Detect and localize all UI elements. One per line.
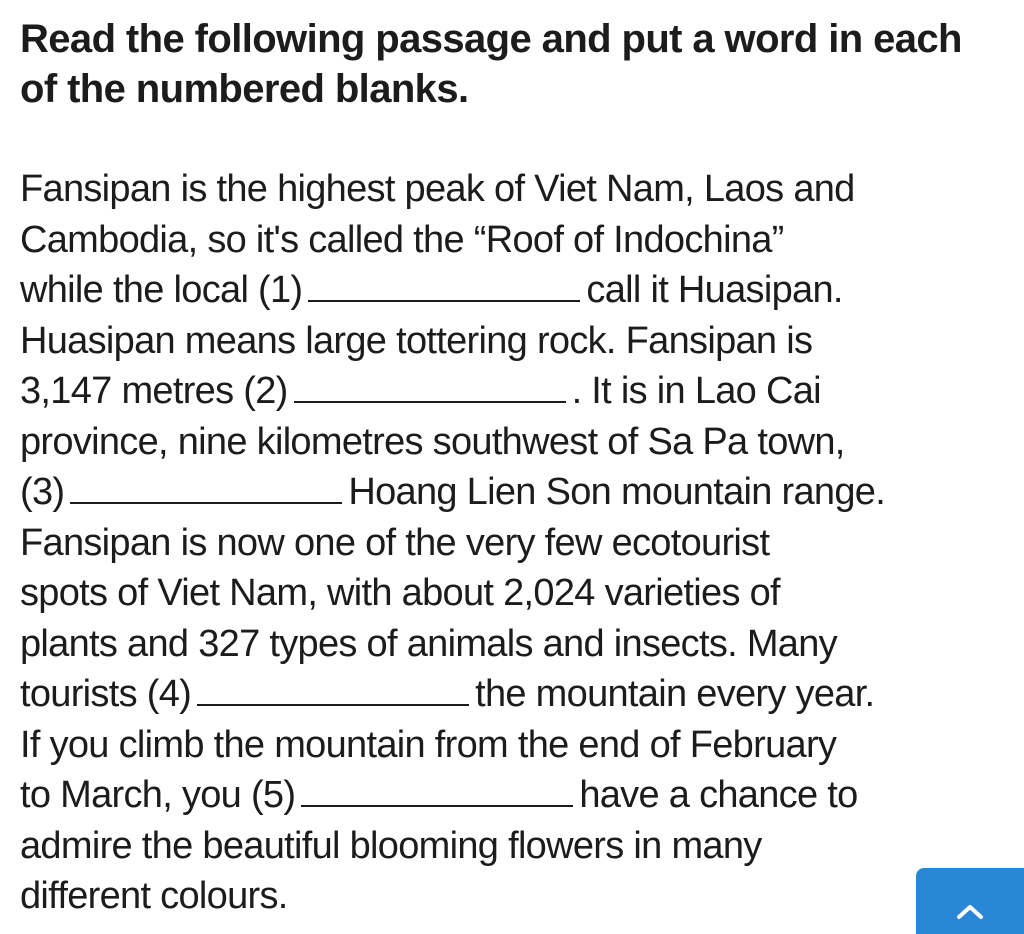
passage-text-fragment: tourists (4) xyxy=(20,673,192,715)
passage-text-fragment: call it Huasipan. xyxy=(586,269,843,311)
blank-1 xyxy=(308,296,580,302)
passage-line: plants and 327 types of animals and insects. Many xyxy=(20,622,837,665)
passage-line: province, nine kilometres southwest of Sa Pa town, xyxy=(20,420,845,463)
instruction-line: Read the following passage and put a word in each xyxy=(20,17,962,61)
passage-text-fragment: 3,147 metres (2) xyxy=(20,370,288,412)
passage-text xyxy=(20,164,1020,922)
passage-text-fragment: (3) xyxy=(20,471,65,513)
passage-text-fragment: while the local (1) xyxy=(20,269,303,311)
passage-line xyxy=(20,366,1020,417)
blank-3 xyxy=(70,498,342,504)
blank-4 xyxy=(197,700,469,706)
blank-2 xyxy=(294,397,566,403)
passage-line xyxy=(20,669,1020,720)
passage-line: Huasipan means large tottering rock. Fansipan is xyxy=(20,319,813,362)
blank-5 xyxy=(301,801,573,807)
passage-text-fragment: the mountain every year. xyxy=(475,673,875,715)
exercise-instruction xyxy=(20,14,1020,114)
passage-line: admire the beautiful blooming flowers in many xyxy=(20,824,762,867)
passage-text-fragment: Hoang Lien Son mountain range. xyxy=(348,471,886,513)
passage-text-fragment: . It is in Lao Cai xyxy=(571,370,821,412)
passage-line: If you climb the mountain from the end of February xyxy=(20,723,837,766)
instruction-line: of the numbered blanks. xyxy=(20,67,469,111)
passage-line: Fansipan is the highest peak of Viet Nam, Laos and xyxy=(20,168,855,210)
passage-line xyxy=(20,467,1020,518)
chevron-up-icon xyxy=(955,902,985,920)
passage-line: Cambodia, so it's called the “Roof of Indochina” xyxy=(20,218,784,261)
passage-text-fragment: have a chance to xyxy=(579,774,858,816)
passage-line xyxy=(20,770,1020,821)
passage-line xyxy=(20,265,1020,316)
passage-line: spots of Viet Nam, with about 2,024 varieties of xyxy=(20,572,780,614)
exercise-content xyxy=(20,14,1020,922)
passage-line: Fansipan is now one of the very few ecotourist xyxy=(20,521,770,564)
passage-line: different colours. xyxy=(20,875,288,917)
passage-text-fragment: to March, you (5) xyxy=(20,774,296,816)
scroll-to-top-button[interactable] xyxy=(916,868,1024,934)
